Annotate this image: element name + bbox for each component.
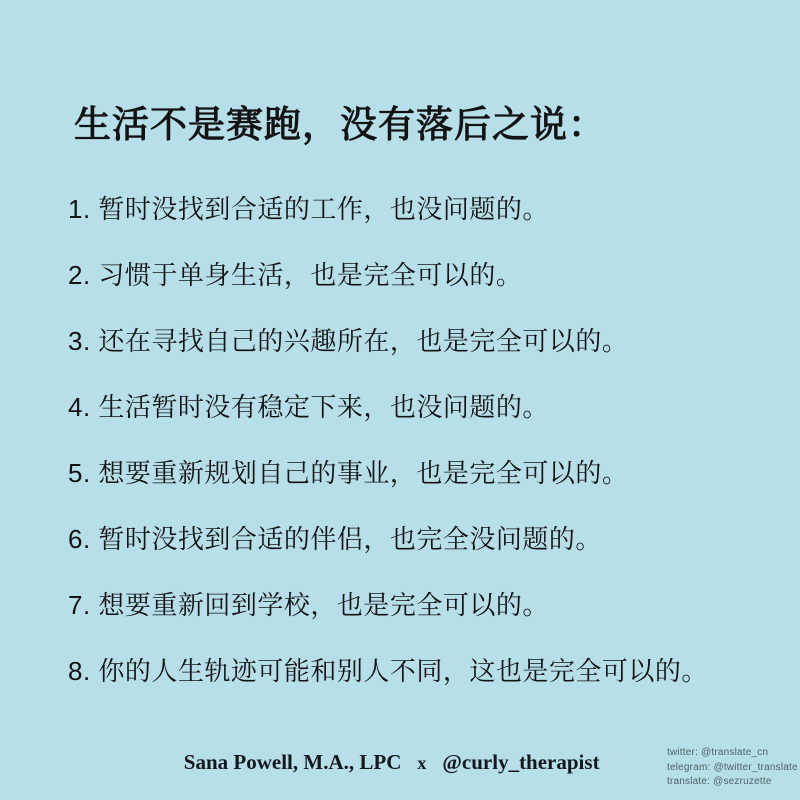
credit-twitter: twitter: @translate_cn xyxy=(667,747,769,758)
attribution-line xyxy=(184,750,600,775)
list-item: 6. 暂时没找到合适的伴侣，也完全没问题的。 xyxy=(68,524,602,554)
author-handle: @curly_therapist xyxy=(442,750,600,774)
page-title: 生活不是赛跑，没有落后之说： xyxy=(74,103,606,145)
credit-telegram: telegram: @twitter_translate xyxy=(667,761,798,773)
list-item: 3. 还在寻找自己的兴趣所在，也是完全可以的。 xyxy=(68,326,629,356)
list-item: 4. 生活暂时没有稳定下来，也没问题的。 xyxy=(68,392,549,422)
author-name: Sana Powell, M.A., LPC xyxy=(183,750,402,774)
translator-credits xyxy=(667,746,798,790)
list-item: 5. 想要重新规划自己的事业，也是完全可以的。 xyxy=(68,458,629,488)
credit-translate: translate: @sezruzette xyxy=(667,776,772,787)
affirmation-list xyxy=(68,196,770,724)
list-item: 8. 你的人生轨迹可能和别人不同，这也是完全可以的。 xyxy=(68,656,708,686)
list-item: 2. 习惯于单身生活，也是完全可以的。 xyxy=(68,260,523,290)
list-item: 7. 想要重新回到学校，也是完全可以的。 xyxy=(68,590,549,620)
attribution-separator: x xyxy=(417,753,427,773)
list-item: 1. 暂时没找到合适的工作，也没问题的。 xyxy=(68,194,549,224)
